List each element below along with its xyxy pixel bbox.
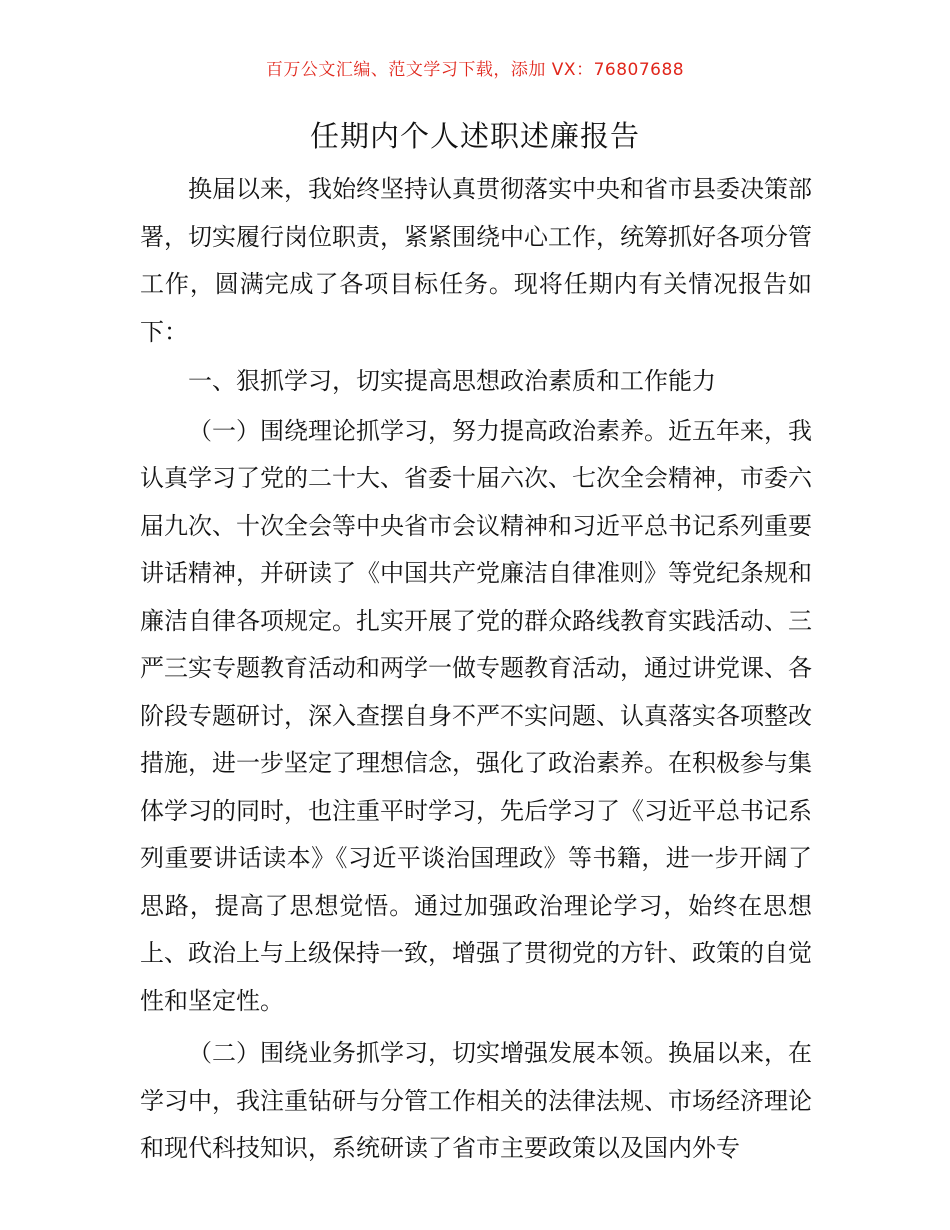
subsection-paragraph-1: （一）围绕理论抓学习，努力提高政治素养。近五年来，我认真学习了党的二十大、省委十届六次、七次全会精神，市委六届九次、十次全会等中央省市会议精神和习近平总书记系列重要讲话精神，并研读了《中国共产党廉洁自律准则》等党纪条规和廉洁自律各项规定。扎实开展了党的群众路线教育实践活动、三严三实专题教育活动和两学一做专题教育活动，通过讲党课、各阶段专题研讨，深入查摆自身不严不实问题、认真落实各项整改措施，进一步坚定了理想信念，强化了政治素养。在积极参与集体学习的同时，也注重平时学习，先后学习了《习近平总书记系列重要讲话读本》《习近平谈治国理政》等书籍，进一步开阔了思路，提高了思想觉悟。通过加强政治理论学习，始终在思想上、政治上与上级保持一致，增强了贯彻党的方针、政策的自觉性和坚定性。	[140, 416, 812, 1015]
subsection-paragraph-2: （二）围绕业务抓学习，切实增强发展本领。换届以来，在学习中，我注重钻研与分管工作相关的法律法规、市场经济理论和现代科技知识，系统研读了省市主要政策以及国内外专	[140, 1039, 812, 1162]
document-title: 任期内个人述职述廉报告	[309, 119, 640, 153]
intro-paragraph: 换届以来，我始终坚持认真贯彻落实中央和省市县委决策部署，切实履行岗位职责，紧紧围绕中心工作，统筹抓好各项分管工作，圆满完成了各项目标任务。现将任期内有关情况报告如下：	[140, 175, 812, 346]
section-heading-1: 一、狠抓学习，切实提高思想政治素质和工作能力	[188, 367, 716, 395]
header-watermark-note: 百万公文汇编、范文学习下载，添加 VX：76807688	[265, 60, 685, 80]
document-body	[140, 166, 812, 1173]
